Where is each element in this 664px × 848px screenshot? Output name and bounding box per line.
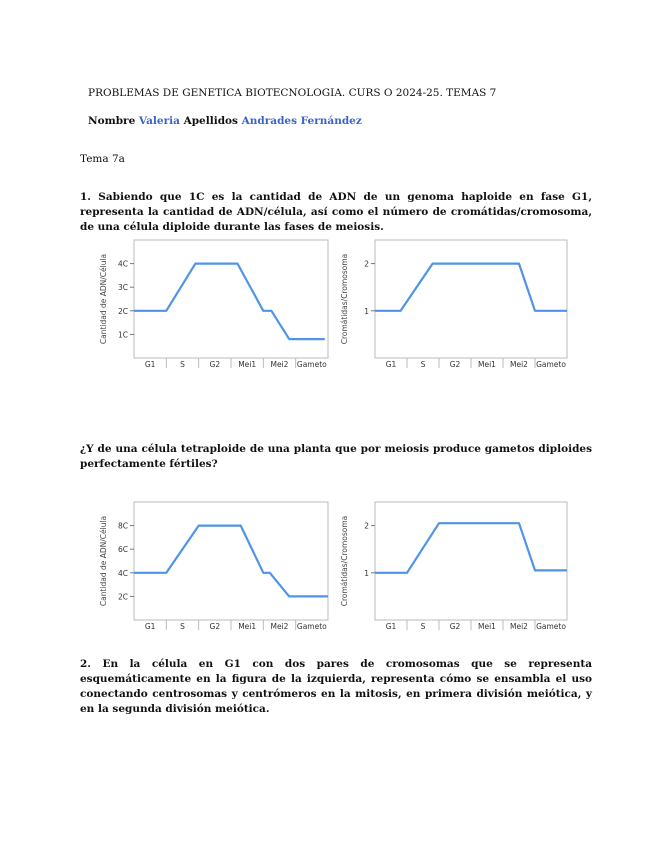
chart-svg [96,238,332,376]
x-tick-label: G2 [209,622,221,631]
series-line [375,264,567,311]
chart-chromatids-diploid [337,238,571,376]
y-tick-label: 1C [117,330,128,340]
y-tick-label: 2 [364,521,369,531]
x-tick-label: G2 [209,360,221,369]
x-tick-label: G2 [449,360,461,369]
x-tick-label: Gameto [536,622,566,631]
chart-dna-tetraploid [96,500,332,638]
plot-frame [134,240,328,358]
section-title: Tema 7a [80,153,125,165]
x-tick-label: Mei1 [238,622,257,631]
name-label: Nombre [88,115,136,127]
y-tick-label: 1 [364,568,369,578]
x-tick-label: G1 [144,622,156,631]
series-line [134,526,328,597]
x-tick-label: G1 [385,622,397,631]
y-tick-label: 2C [117,306,128,316]
y-axis-label: Cantidad de ADN/Célula [99,515,108,607]
y-tick-label: 2 [364,259,369,269]
chart-chromatids-tetraploid [337,500,571,638]
plot-frame [375,502,567,620]
name-value: Valeria [138,115,180,127]
y-axis-label: Cantidad de ADN/Célula [99,253,108,345]
y-tick-label: 8C [117,521,128,531]
x-tick-label: S [420,622,426,631]
x-tick-label: S [180,360,185,369]
series-line [134,264,325,340]
x-tick-label: Gameto [296,622,327,631]
x-tick-label: G1 [385,360,397,369]
y-tick-label: 4C [117,568,128,578]
x-tick-label: Mei2 [270,622,289,631]
y-tick-label: 6C [117,545,128,555]
x-tick-label: Mei1 [238,360,257,369]
y-tick-label: 2C [117,592,128,602]
x-tick-label: Gameto [296,360,327,369]
x-tick-label: S [420,360,426,369]
chart-svg [337,500,571,638]
x-tick-label: Mei2 [270,360,289,369]
x-tick-label: G1 [144,360,156,369]
question-1: 1. Sabiendo que 1C es la cantidad de ADN de un genoma haploide en fase G1, representa la cantidad de ADN/célula, así como el número de cromátidas/cromosoma, de una célula diploide durante las fases de meiosis. [80,191,592,233]
x-tick-label: Mei1 [478,360,496,369]
y-tick-label: 3C [117,283,128,293]
x-tick-label: Gameto [536,360,566,369]
chart-svg [337,238,571,376]
y-tick-label: 4C [117,259,128,269]
plot-frame [375,240,567,358]
question-1b: ¿Y de una célula tetraploide de una planta que por meiosis produce gametos diploides perfectamente fértiles? [80,443,592,470]
y-axis-label: Cromátidas/Cromosoma [340,253,349,345]
x-tick-label: Mei1 [478,622,496,631]
y-tick-label: 1 [364,306,369,316]
question-2: 2. En la célula en G1 con dos pares de cromosomas que se representa esquemáticamente en la figura de la izquierda, representa cómo se ensambla el uso conectando centrosomas y centrómeros en la mitosis, en primera división meiótica, y en la segunda división meiótica. [80,658,592,715]
chart-dna-diploid [96,238,332,376]
x-tick-label: Mei2 [510,622,528,631]
chart-svg [96,500,332,638]
surname-label: Apellidos [183,115,238,127]
series-line [375,523,567,573]
x-tick-label: S [180,622,185,631]
student-info-line [88,114,568,129]
y-axis-label: Cromátidas/Cromosoma [340,515,349,607]
x-tick-label: G2 [449,622,461,631]
surname-value: Andrades Fernández [241,115,362,127]
plot-frame [134,502,328,620]
x-tick-label: Mei2 [510,360,528,369]
document-title: PROBLEMAS DE GENETICA BIOTECNOLOGIA. CURS O 2024-25. TEMAS 7 [88,87,497,99]
